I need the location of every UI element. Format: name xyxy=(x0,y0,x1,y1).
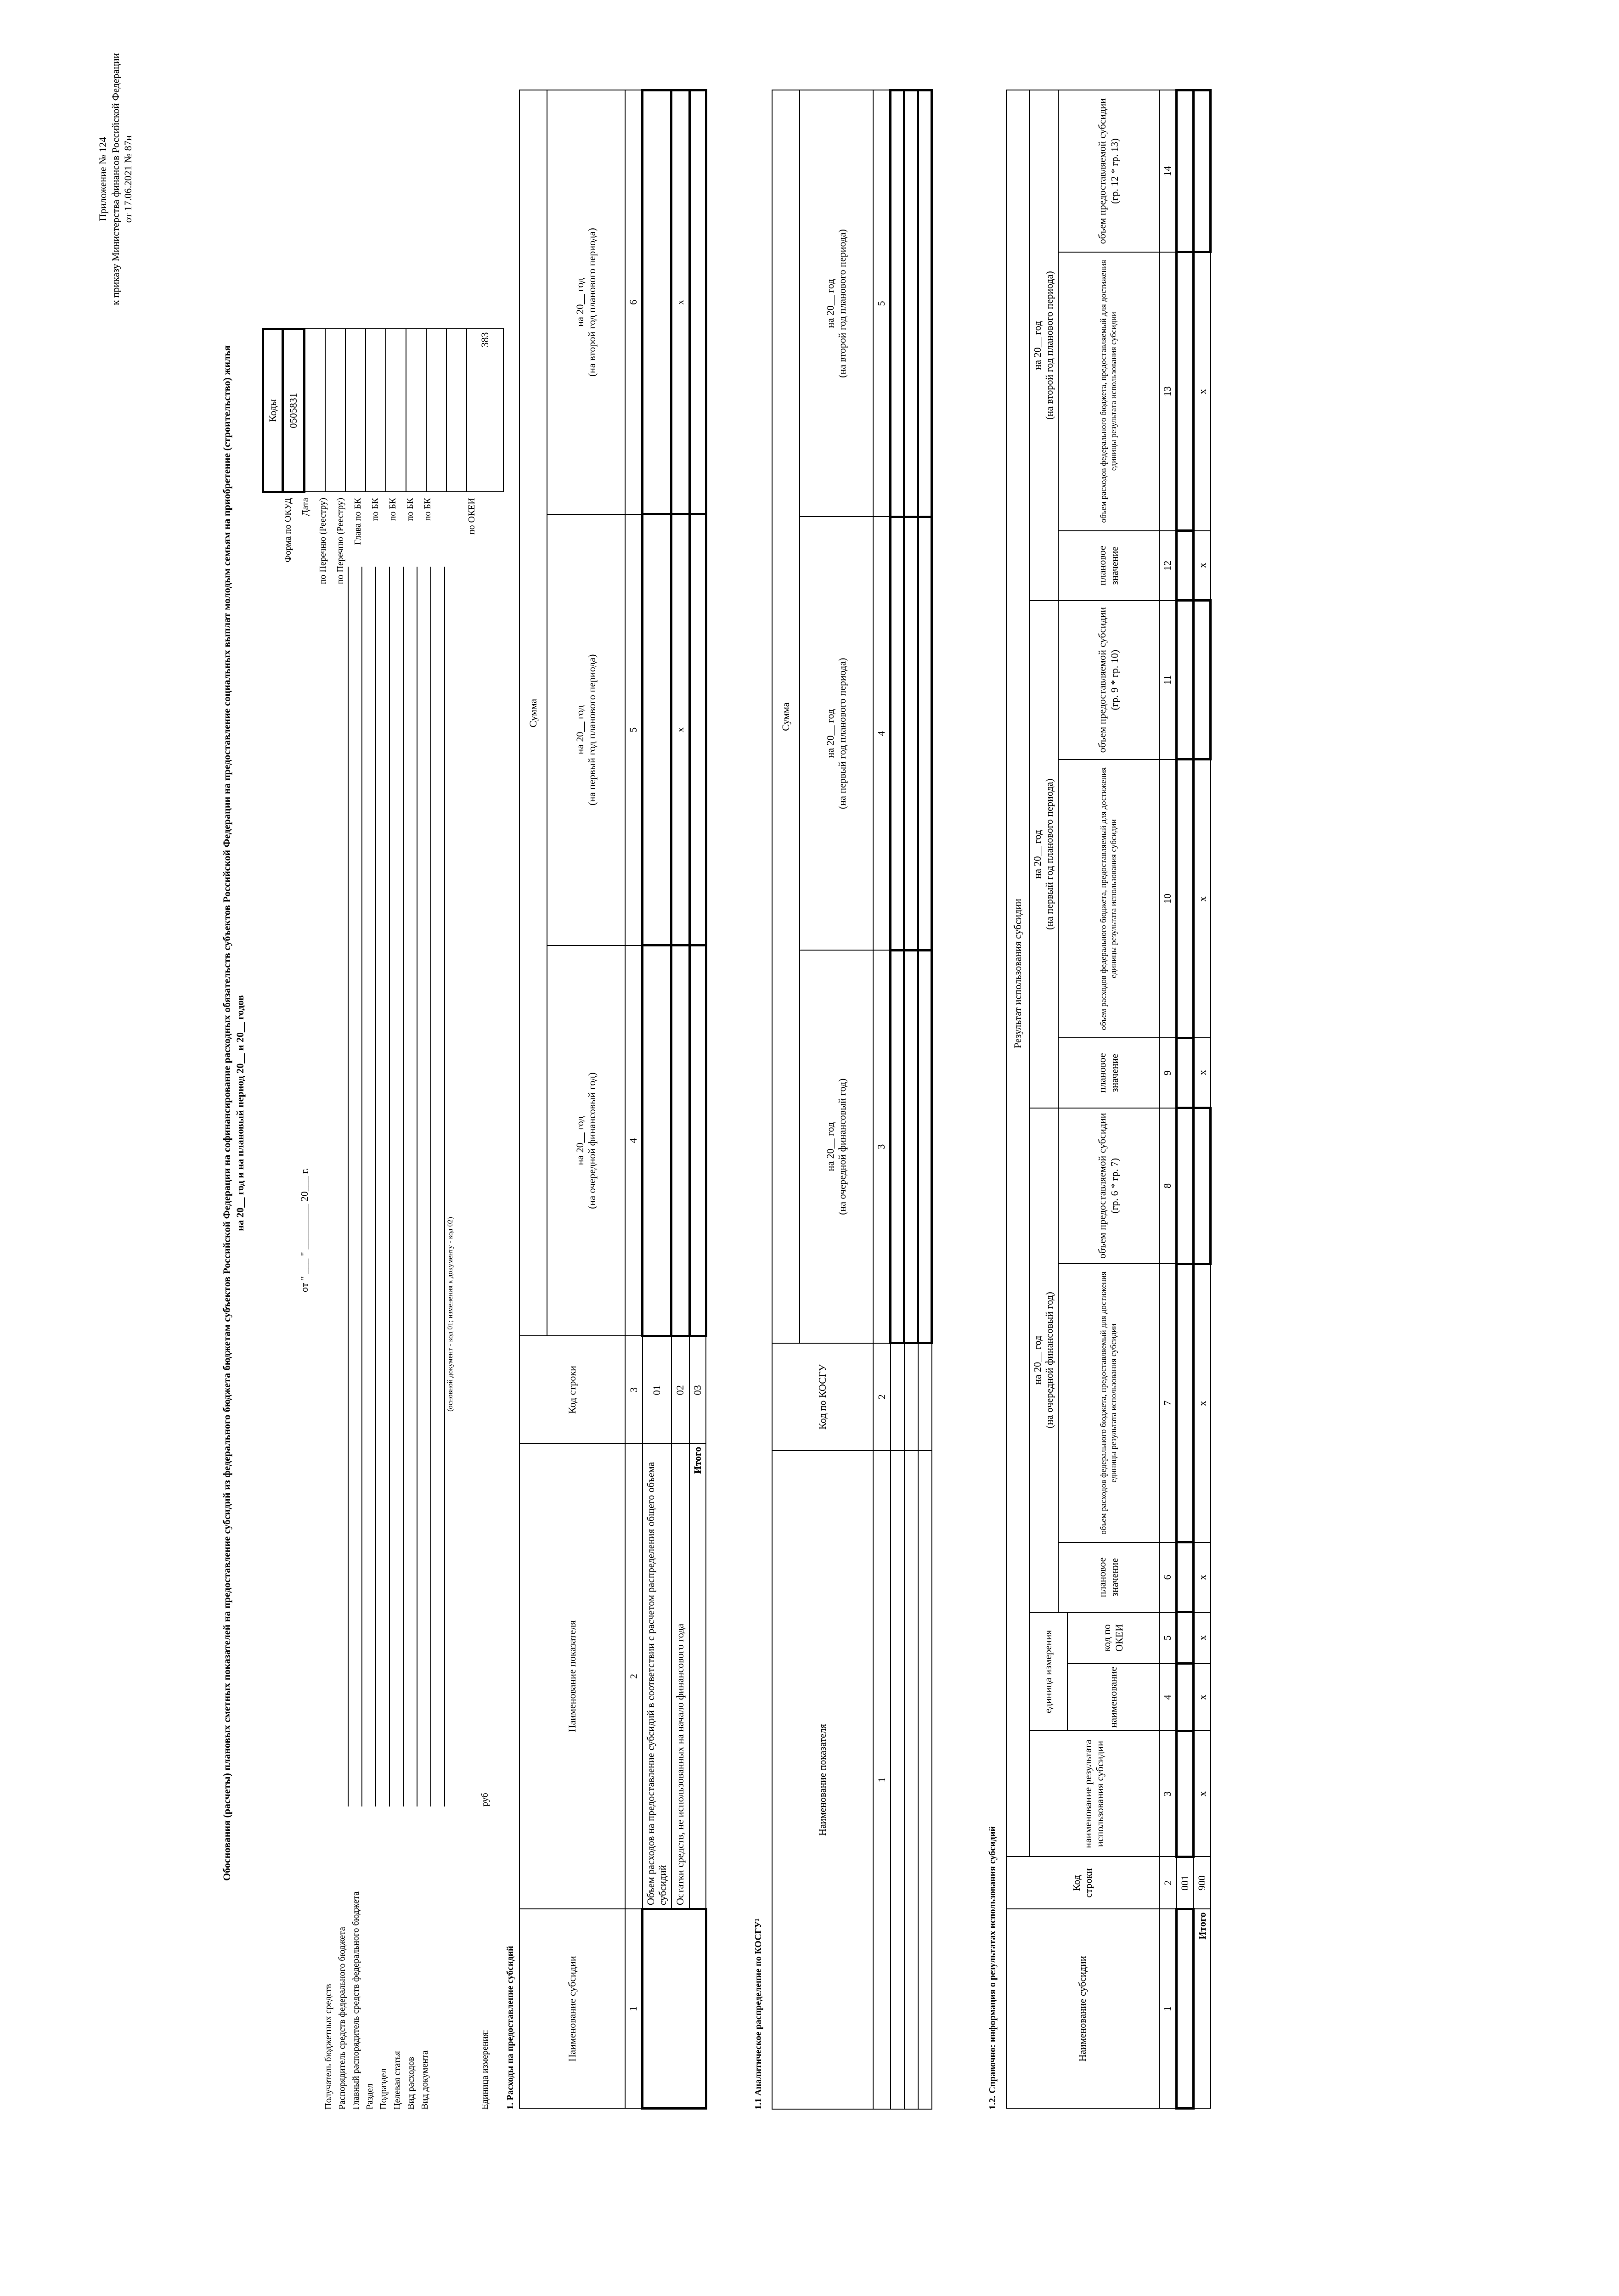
s12-total-c8[interactable] xyxy=(1193,1108,1211,1264)
s11-row1-kosgu[interactable] xyxy=(891,1343,904,1451)
section12-table xyxy=(1006,89,1212,2110)
s12-num-14: 14 xyxy=(1159,90,1177,252)
s12-total-label: Итого xyxy=(1193,1909,1211,2109)
s12-num-10: 10 xyxy=(1159,760,1177,1038)
s12-num-7: 7 xyxy=(1159,1264,1177,1542)
s11-row3-y2[interactable] xyxy=(918,517,932,950)
s12-y2-sub: (на первый год планового периода) xyxy=(1044,778,1055,930)
s1-row2-y2: x xyxy=(671,514,689,945)
s11-y3-label: на 20__ год xyxy=(824,279,836,328)
code-value-bk4[interactable] xyxy=(446,329,467,492)
s12-num-2: 2 xyxy=(1159,1857,1177,1909)
code-value-bk3[interactable] xyxy=(426,329,446,492)
s1-num-6: 6 xyxy=(625,90,643,515)
annex-line2: к приказу Министерства финансов Российской Федерации xyxy=(109,53,121,305)
field-section: Раздел xyxy=(365,2083,375,2110)
s11-y1-sub: (на очередной финансовый год) xyxy=(836,1078,848,1215)
s12-num-11: 11 xyxy=(1159,601,1177,760)
code-value-reestr1[interactable] xyxy=(325,329,345,492)
s12-col-unit: единица измерения xyxy=(1029,1612,1067,1731)
s12-num-3: 3 xyxy=(1159,1731,1177,1857)
s12-num-13: 13 xyxy=(1159,252,1177,531)
s11-col-sum: Сумма xyxy=(772,90,800,1344)
s11-row2-y1[interactable] xyxy=(904,950,918,1343)
s12-total-c10: x xyxy=(1193,760,1211,1038)
code-label-date: Дата xyxy=(300,498,310,516)
s12-col-unit-name: наименование xyxy=(1067,1664,1159,1731)
s1-y3-label: на 20__ год xyxy=(574,277,586,327)
s1-num-5: 5 xyxy=(625,514,643,945)
s12-y1-plan: плановое значение xyxy=(1058,1542,1159,1612)
s11-y3-sub: (на второй год планового периода) xyxy=(836,229,848,378)
s11-row3-indicator[interactable] xyxy=(918,1451,932,2109)
s12-row1-c6[interactable] xyxy=(1177,1542,1193,1612)
s12-row1-c14[interactable] xyxy=(1177,90,1193,252)
s12-y2-label: на 20__ год xyxy=(1032,829,1043,879)
field-line-recipient[interactable] xyxy=(348,567,349,1806)
s12-num-6: 6 xyxy=(1159,1542,1177,1612)
field-line-subsection[interactable] xyxy=(403,567,404,1806)
s12-y3-label: на 20__ год xyxy=(1032,321,1043,370)
form-title xyxy=(220,126,247,2100)
s12-col-y1 xyxy=(1029,1108,1058,1612)
s1-row1-code: 01 xyxy=(643,1336,671,1444)
s11-row3-y3[interactable] xyxy=(918,90,932,517)
s1-col-code: Код строки xyxy=(519,1336,625,1444)
s11-row2-indicator[interactable] xyxy=(904,1451,918,2109)
s11-num-2: 2 xyxy=(873,1343,891,1451)
s11-row3-kosgu[interactable] xyxy=(918,1343,932,1451)
s12-col-result-name: наименование результата использования субсидии xyxy=(1029,1731,1159,1857)
s11-num-5: 5 xyxy=(873,90,891,517)
s12-total-c4: x xyxy=(1193,1664,1211,1731)
s12-num-1: 1 xyxy=(1159,1909,1177,2109)
codes-table xyxy=(262,328,504,493)
code-label-bk1: по БК xyxy=(370,498,380,521)
s12-total-c11[interactable] xyxy=(1193,601,1211,760)
s1-row2-y1[interactable] xyxy=(671,945,689,1336)
s1-row2-label: Остатки средств, не использованных на начало финансового года xyxy=(671,1444,689,1909)
header-fields xyxy=(322,1891,432,2110)
s12-row1-c7[interactable] xyxy=(1177,1264,1193,1542)
code-value-bk1[interactable] xyxy=(386,329,406,492)
codes-header: Коды xyxy=(263,329,283,492)
title-line2: на 20__ год и на плановый период 20__ и 20__ годов xyxy=(234,995,246,1231)
s12-total-code: 900 xyxy=(1193,1857,1211,1909)
s11-num-1: 1 xyxy=(873,1451,891,2109)
s12-y1-sub: (на очередной финансовый год) xyxy=(1044,1292,1055,1429)
s12-total-c6: x xyxy=(1193,1542,1211,1612)
s12-total-c12: x xyxy=(1193,531,1211,601)
s11-row1-y1[interactable] xyxy=(891,950,904,1343)
s11-y2-label: на 20__ год xyxy=(824,709,836,758)
field-doc-type: Вид документа xyxy=(420,2050,430,2110)
s11-y2-sub: (на первый год планового периода) xyxy=(836,658,848,809)
s12-col-y2 xyxy=(1029,601,1058,1108)
code-value-date[interactable] xyxy=(305,329,326,492)
s11-col-kosgu: Код по КОСГУ xyxy=(772,1343,873,1451)
s1-y3-sub: (на второй год планового периода) xyxy=(586,228,598,377)
s12-y2-vol: объем предоставляемой субсидии (гр. 9 * гр. 10) xyxy=(1058,601,1159,760)
s1-total-y3[interactable] xyxy=(689,90,706,515)
s12-y3-plan: плановое значение xyxy=(1058,531,1159,601)
s12-row1-c12[interactable] xyxy=(1177,531,1193,601)
s12-row1-c10[interactable] xyxy=(1177,760,1193,1038)
s12-row1-c8[interactable] xyxy=(1177,1108,1193,1264)
s12-num-8: 8 xyxy=(1159,1108,1177,1264)
section1-table xyxy=(519,89,707,2110)
s12-col-y3 xyxy=(1029,90,1058,601)
s12-y3-vol: объем предоставляемой субсидии (гр. 12 * гр. 13) xyxy=(1058,90,1159,252)
field-line-expense[interactable] xyxy=(430,567,431,1806)
s1-num-3: 3 xyxy=(625,1336,643,1444)
field-line-main-distributor[interactable] xyxy=(375,567,376,1806)
unit-value: руб xyxy=(480,1793,490,1806)
s11-col-y3 xyxy=(800,90,873,517)
s12-total-c7: x xyxy=(1193,1264,1211,1542)
code-label-bk2: по БК xyxy=(388,498,398,521)
s11-y1-label: на 20__ год xyxy=(824,1122,836,1171)
section1-title: 1. Расходы на предоставление субсидий xyxy=(505,1946,515,2110)
s12-row1-c11[interactable] xyxy=(1177,601,1193,760)
s12-col-code: Код строки xyxy=(1006,1857,1159,1909)
annex-line1: Приложение № 124 xyxy=(97,137,108,221)
s1-row1-y2[interactable] xyxy=(643,514,671,945)
code-value-okei[interactable]: 383 xyxy=(467,329,503,492)
s12-num-12: 12 xyxy=(1159,531,1177,601)
s11-row3-y1[interactable] xyxy=(918,950,932,1343)
code-label-reestr2: по Перечню (Реестру) xyxy=(335,498,345,585)
s1-name-cell[interactable] xyxy=(643,1909,706,2109)
s12-row1-c5[interactable] xyxy=(1177,1612,1193,1664)
s12-y3-cost: объем расходов федерального бюджета, предоставляемый для достижения единицы результата использования субсидии xyxy=(1058,252,1159,531)
s11-col-indicator: Наименование показателя xyxy=(772,1451,873,2109)
field-line-doctype[interactable] xyxy=(444,567,445,1806)
s1-total-label: Итого xyxy=(689,1444,706,1909)
s11-col-y1 xyxy=(800,950,873,1343)
s11-num-4: 4 xyxy=(873,517,891,950)
s12-total-c9: x xyxy=(1193,1038,1211,1108)
s1-num-2: 2 xyxy=(625,1444,643,1909)
s1-num-4: 4 xyxy=(625,945,643,1336)
annex-block xyxy=(96,18,135,340)
s1-row2-y3: x xyxy=(671,90,689,515)
s12-num-5: 5 xyxy=(1159,1612,1177,1664)
s1-y1-sub: (на очередной финансовый год) xyxy=(586,1072,598,1209)
s11-col-y2 xyxy=(800,517,873,950)
code-value-bk2[interactable] xyxy=(406,329,426,492)
s12-total-c3: x xyxy=(1193,1731,1211,1857)
s11-row1-indicator[interactable] xyxy=(891,1451,904,2109)
s12-col-results: Результат использования субсидии xyxy=(1006,90,1029,1857)
s11-row1-y2[interactable] xyxy=(891,517,904,950)
code-value-glava[interactable] xyxy=(366,329,386,492)
s1-row1-label: Объем расходов на предоставление субсидий в соответствии с расчетом распределения общего объема субсидий xyxy=(643,1444,671,1909)
s1-y1-label: на 20__ год xyxy=(574,1116,586,1165)
code-label-bk3: по БК xyxy=(405,498,415,521)
s12-row1-c4[interactable] xyxy=(1177,1664,1193,1731)
title-line1: Обоснования (расчеты) плановых сметных показателей на предоставление субсидий из федерального бюджета бюджетам субъектов Российской Федерации на софинансирование расходных обязательств субъектов Российской Федерации на предоставление социальных выплат молодым семьям на приобретение (строительство) жилья xyxy=(221,345,232,1881)
s1-y2-label: на 20__ год xyxy=(574,705,586,754)
s12-y2-cost: объем расходов федерального бюджета, предоставляемый для достижения единицы результата использования субсидии xyxy=(1058,760,1159,1038)
s12-row1-c13[interactable] xyxy=(1177,252,1193,531)
s1-row1-y3[interactable] xyxy=(643,90,671,515)
code-label-okud: Форма по ОКУД xyxy=(283,498,293,563)
field-expense-type: Вид расходов xyxy=(406,2057,416,2110)
s12-row1-code: 001 xyxy=(1177,1857,1193,1909)
s12-col-okei: код по ОКЕИ xyxy=(1067,1612,1159,1664)
s1-col-sum: Сумма xyxy=(519,90,547,1336)
s11-row2-kosgu[interactable] xyxy=(904,1343,918,1451)
s12-y2-plan: плановое значение xyxy=(1058,1038,1159,1108)
code-label-glava: Глава по БК xyxy=(353,498,363,545)
s1-col-y3 xyxy=(547,90,625,515)
s12-y1-cost: объем расходов федерального бюджета, предоставляемый для достижения единицы результата использования субсидии xyxy=(1058,1264,1159,1542)
s1-col-y1 xyxy=(547,945,625,1336)
s1-col-y2 xyxy=(547,514,625,945)
code-label-okei: по ОКЕИ xyxy=(467,498,477,535)
s12-row1-c9[interactable] xyxy=(1177,1038,1193,1108)
s1-total-y1[interactable] xyxy=(689,945,706,1336)
s11-row1-y3[interactable] xyxy=(891,90,904,517)
s1-num-1: 1 xyxy=(625,1909,643,2109)
code-value-okud[interactable]: 0505831 xyxy=(283,329,305,492)
section11-title: 1.1 Аналитическое распределение по КОСГУ¹ xyxy=(753,1918,763,2110)
s12-y1-vol: объем предоставляемой субсидии (гр. 6 * гр. 7) xyxy=(1058,1108,1159,1264)
s11-num-3: 3 xyxy=(873,950,891,1343)
unit-label: Единица измерения: xyxy=(480,2030,490,2110)
s11-row2-y2[interactable] xyxy=(904,517,918,950)
s1-col-indicator: Наименование показателя xyxy=(519,1444,625,1909)
section12-title: 1.2. Справочно: информация о результатах использования субсидий xyxy=(987,1826,998,2110)
s1-total-code: 03 xyxy=(689,1336,706,1444)
field-line-distributor[interactable] xyxy=(361,567,362,1806)
s1-row1-y1[interactable] xyxy=(643,945,671,1336)
field-line-section[interactable] xyxy=(389,567,390,1806)
codes-labels xyxy=(279,498,480,613)
s12-num-4: 4 xyxy=(1159,1664,1177,1731)
field-main-distributor: Главный распорядитель средств федерального бюджета xyxy=(351,1891,361,2110)
code-label-reestr1: по Перечню (Реестру) xyxy=(318,498,328,585)
s1-total-y2[interactable] xyxy=(689,514,706,945)
code-label-empty xyxy=(436,498,454,613)
s12-y1-label: на 20__ год xyxy=(1032,1335,1043,1385)
annex-line3: от 17.06.2021 № 87н xyxy=(122,135,134,223)
s1-col-name: Наименование субсидии xyxy=(519,1909,625,2109)
s1-y2-sub: (на первый год планового периода) xyxy=(586,654,598,805)
code-value-reestr2[interactable] xyxy=(345,329,366,492)
field-recipient: Получатель бюджетных средств xyxy=(323,1984,333,2110)
s12-total-c13: x xyxy=(1193,252,1211,531)
s12-y3-sub: (на второй год планового периода) xyxy=(1044,271,1055,420)
field-subsection: Подраздел xyxy=(378,2068,389,2110)
s12-col-name: Наименование субсидии xyxy=(1006,1909,1159,2109)
form-date: от " ___ " _________ 20___ г. xyxy=(299,1168,310,1292)
field-distributor: Распорядитель средств федерального бюджета xyxy=(337,1927,347,2110)
s11-row2-y3[interactable] xyxy=(904,90,918,517)
s12-row1-c3[interactable] xyxy=(1177,1731,1193,1857)
section11-table xyxy=(772,89,933,2110)
s1-row2-code: 02 xyxy=(671,1336,689,1444)
field-target-article: Целевая статья xyxy=(392,2051,402,2110)
s12-total-c5: x xyxy=(1193,1612,1211,1664)
s12-total-c14[interactable] xyxy=(1193,90,1211,252)
s12-row1-name[interactable] xyxy=(1177,1909,1193,2109)
code-label-bk4: по БК xyxy=(423,498,433,521)
s12-num-9: 9 xyxy=(1159,1038,1177,1108)
doc-type-hint: (основной документ - код 01; изменения к документу - код 02) xyxy=(446,1217,454,1412)
